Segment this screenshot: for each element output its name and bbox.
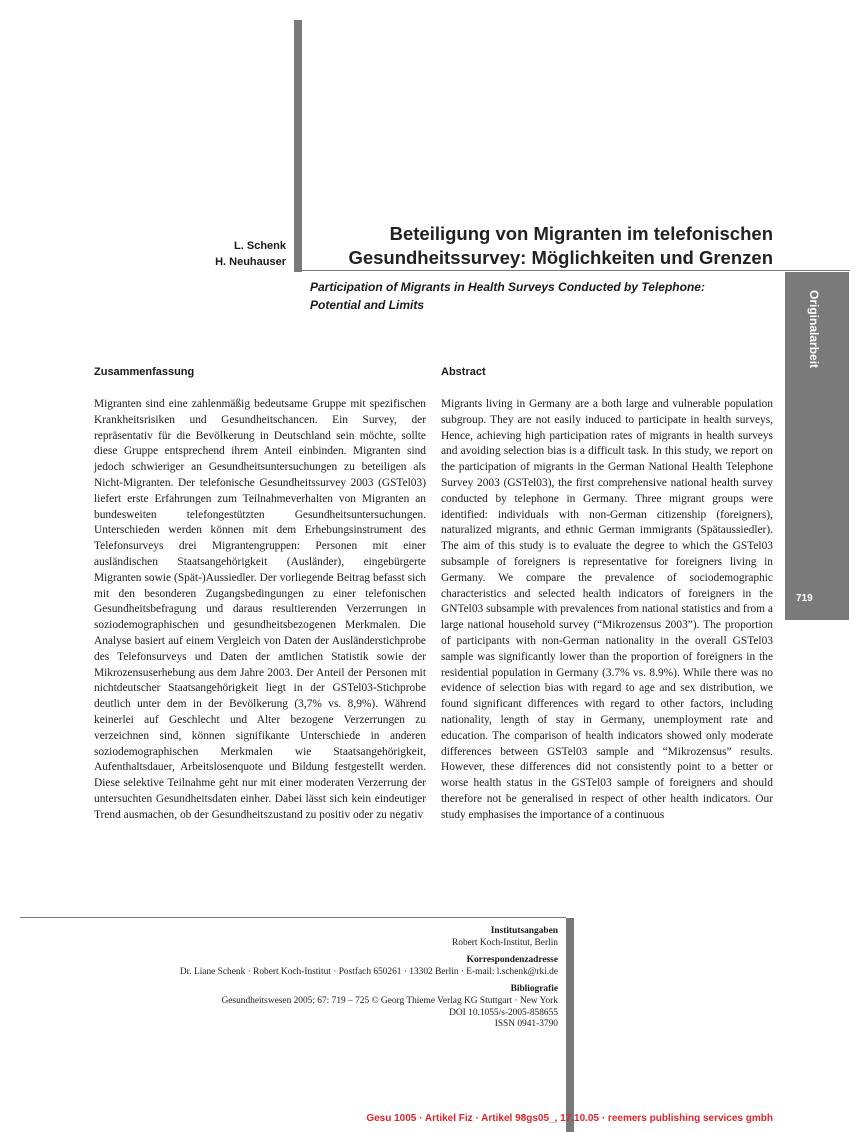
author-name: L. Schenk <box>234 240 286 252</box>
subtitle-line: Participation of Migrants in Health Surveys Conducted by Telephone: <box>310 280 705 294</box>
title-underline <box>302 270 850 271</box>
author-name: H. Neuhauser <box>215 256 286 268</box>
decorative-vertical-bar-top <box>294 20 302 272</box>
article-subtitle <box>310 278 770 314</box>
bibliography-label: Bibliografie <box>510 984 558 995</box>
section-label: Originalarbeit <box>807 290 821 369</box>
subtitle-line: Potential and Limits <box>310 298 425 312</box>
zusammenfassung-text: Migranten sind eine zahlenmäßig bedeutsame Gruppe mit spezifischen Krankheitsrisiken und Gesundheitschancen. Ein Survey, der repräsentativ für die Bevölkerung in Deutschland sein möchte, sollte diese Gruppe entsprechend ihrem Anteil einbinden. Migranten sind jedoch schwieriger an Gesundheitsuntersuchungen zu beteiligen als Nicht-Migranten. Der telefonische Gesundheitssurvey 2003 (GSTel03) liefert erste Erfahrungen zum Teilnahmeverhalten von Migranten an bundesweiten telefongestützten Gesundheitsuntersuchungen. Unterschieden werden können mit dem Erhebungsinstrument des Telefonsurveys drei Migrantengruppen: Personen mit einer ausländischen Staatsangehörigkeit (Ausländer), eingebürgerte Migranten sowie (Spät-)Aussiedler. Der vorliegende Beitrag befasst sich mit den besonderen Zugangsbedingungen zu einer telefonischen Gesundheitsbefragung und daraus resultierenden Verzerrungen in soziodemographischen und gesundheitsbezogenen Merkmalen. Die Analyse basiert auf einem Vergleich von Daten der Ausländerstichprobe des Telefonsurveys und Daten der amtlichen Statistik sowie der Mikrozensuserhebung aus dem Jahre 2003. Der Anteil der Personen mit nichtdeutscher Staatsangehörigkeit liegt in der GSTel03-Stichprobe deutlich unter dem in der Bevölkerung (3,7% vs. 8,9%). Während keinerlei auf Geschlecht und Alter bezogene Verzerrungen zu verzeichnen sind, können signifikante Unterschiede in anderen soziodemographischen Merkmalen wie Staatsangehörigkeit, Aufenthaltsdauer, Arbeitslosenquote und Bildung festgestellt werden. Diese selektive Teilnahme geht nur mit einer moderaten Verzerrung der untersuchten Gesundheitsdaten einher. Dabei lässt sich kein eindeutiger Trend ausmachen, ob der Gesundheitszustand zu positiv oder zu negativ <box>94 398 426 821</box>
authors <box>215 238 286 270</box>
correspondence-label: Korrespondenzadresse <box>466 955 558 966</box>
abstract-section <box>441 364 773 824</box>
title-line: Gesundheitssurvey: Möglichkeiten und Grenzen <box>348 247 773 268</box>
bibliography-citation: Gesundheitswesen 2005; 67: 719 – 725 © Georg Thieme Verlag KG Stuttgart · New York <box>221 995 558 1006</box>
bibliography-issn: ISSN 0941-3790 <box>494 1019 558 1030</box>
page-number: 719 <box>796 593 813 604</box>
bibliography-doi: DOI 10.1055/s-2005-858655 <box>449 1007 558 1018</box>
decorative-vertical-bar-bottom <box>566 918 574 1132</box>
info-divider <box>20 917 566 918</box>
institut-label: Institutsangaben <box>490 926 558 936</box>
abstract-text: Migrants living in Germany are a both large and vulnerable population subgroup. They are not easily induced to participate in health surveys, Hence, achieving high participation rates of migrants in health surveys and avoiding selection bias is a difficult task. In this study, we report on the participation of migrants in the German National Health Telephone Survey 2003 (GSTel03), the first comprehensive national health survey conducted by telephone in Germany. Three migrant groups were identified: individuals with non-German citizenship (foreigners), naturalized migrants, and ethnic German immigrants (Spätaussiedler). The aim of this study is to evaluate the degree to which the GSTel03 subsample of foreigners is representative for foreigners living in Germany. We compare the prevalence of sociodemographic characteristics and selected health indicators of foreigners in the GNTel03 subsample with prevalences from national statistics and from a large national household survey (“Mikrozensus 2003”). The proportion of participants with non-German nationality in the overall GSTel03 sample was significantly lower than the proportion of foreigners in the residential population in Germany (3.7% vs. 8.9%). While there was no evidence of selection bias with regard to age and sex distribution, we found significant differences with regard to other factors, including nationality, length of stay in Germany, unemployment rate and education. The comparison of health indicators showed only moderate differences between GSTel03 sample and “Mikrozensus” results. However, these differences did not consistently point to a better or worse health status in the GSTel03 sample of foreigners and should therefore not be generalised in respect of other health indicators. Our study emphasises the importance of a continuous <box>441 398 773 821</box>
article-title <box>310 222 773 270</box>
title-line: Beteiligung von Migranten im telefonischen <box>389 223 773 244</box>
zusammenfassung-section <box>94 364 426 824</box>
abstract-heading: Abstract <box>441 366 486 378</box>
correspondence-value: Dr. Liane Schenk · Robert Koch-Institut · Postfach 650261 · 13302 Berlin · E-mail: l.schenk@rki.de <box>179 966 558 977</box>
production-footer: Gesu 1005 · Artikel Fiz · Artikel 98gs05_, 17.10.05 · reemers publishing services gmbh <box>366 1113 773 1124</box>
institut-value: Robert Koch-Institut, Berlin <box>452 937 558 948</box>
article-info-block <box>18 926 558 1031</box>
zusammenfassung-heading: Zusammenfassung <box>94 366 195 378</box>
